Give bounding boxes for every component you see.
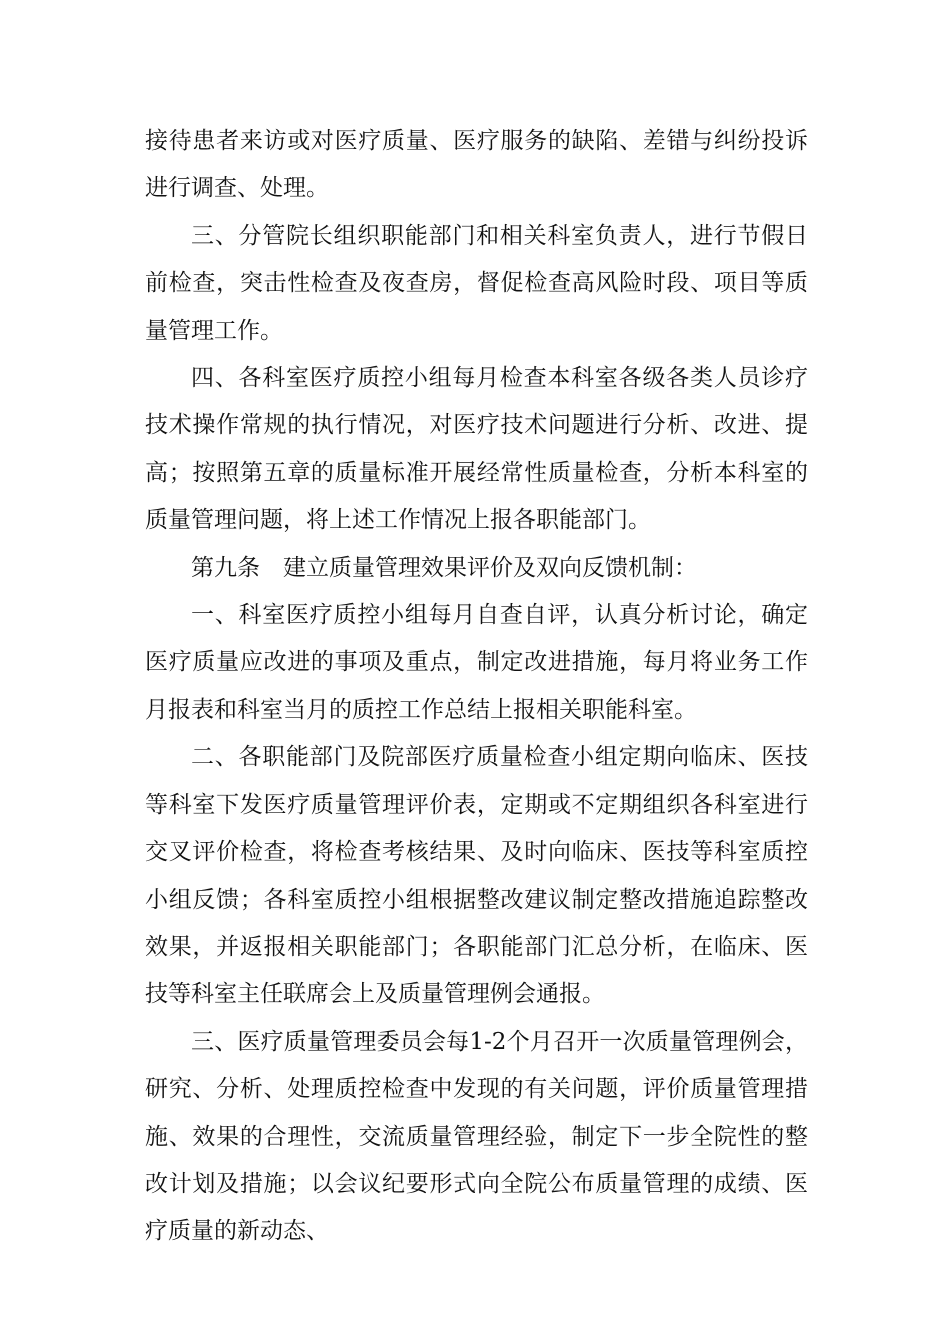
- paragraph-item-3: 三、分管院长组织职能部门和相关科室负责人，进行节假日前检查，突击性检查及夜查房，督促检查高风险时段、项目等质量管理工作。: [145, 222, 808, 344]
- paragraph-article9-item-3: 三、医疗质量管理委员会每1-2个月召开一次质量管理例会，研究、分析、处理质控检查中发现的有关问题，评价质量管理措施、效果的合理性，交流质量管理经验，制定下一步全院性的整改计划及措施；以会议纪要形式向全院公布质量管理的成绩、医疗质量的新动态、: [145, 1028, 808, 1245]
- article-9-heading: 第九条 建立质量管理效果评价及双向反馈机制：: [191, 554, 697, 581]
- paragraph-continued: 接待患者来访或对医疗质量、医疗服务的缺陷、差错与纠纷投诉进行调查、处理。: [145, 128, 808, 202]
- paragraph-article9-item-1: 一、科室医疗质控小组每月自查自评，认真分析讨论，确定医疗质量应改进的事项及重点，制定改进措施，每月将业务工作月报表和科室当月的质控工作总结上报相关职能科室。: [145, 602, 808, 723]
- document-body: [145, 118, 808, 1256]
- paragraph-item-4: 四、各科室医疗质控小组每月检查本科室各级各类人员诊疗技术操作常规的执行情况，对医疗技术问题进行分析、改进、提高；按照第五章的质量标准开展经常性质量检查，分析本科室的质量管理问题，将上述工作情况上报各职能部门。: [145, 365, 808, 534]
- paragraph-article9-item-2: 二、各职能部门及院部医疗质量检查小组定期向临床、医技等科室下发医疗质量管理评价表，定期或不定期组织各科室进行交叉评价检查，将检查考核结果、及时向临床、医技等科室质控小组反馈；各科室质控小组根据整改建议制定整改措施追踪整改效果，并返报相关职能部门；各职能部门汇总分析，在临床、医技等科室主任联席会上及质量管理例会通报。: [145, 744, 808, 1008]
